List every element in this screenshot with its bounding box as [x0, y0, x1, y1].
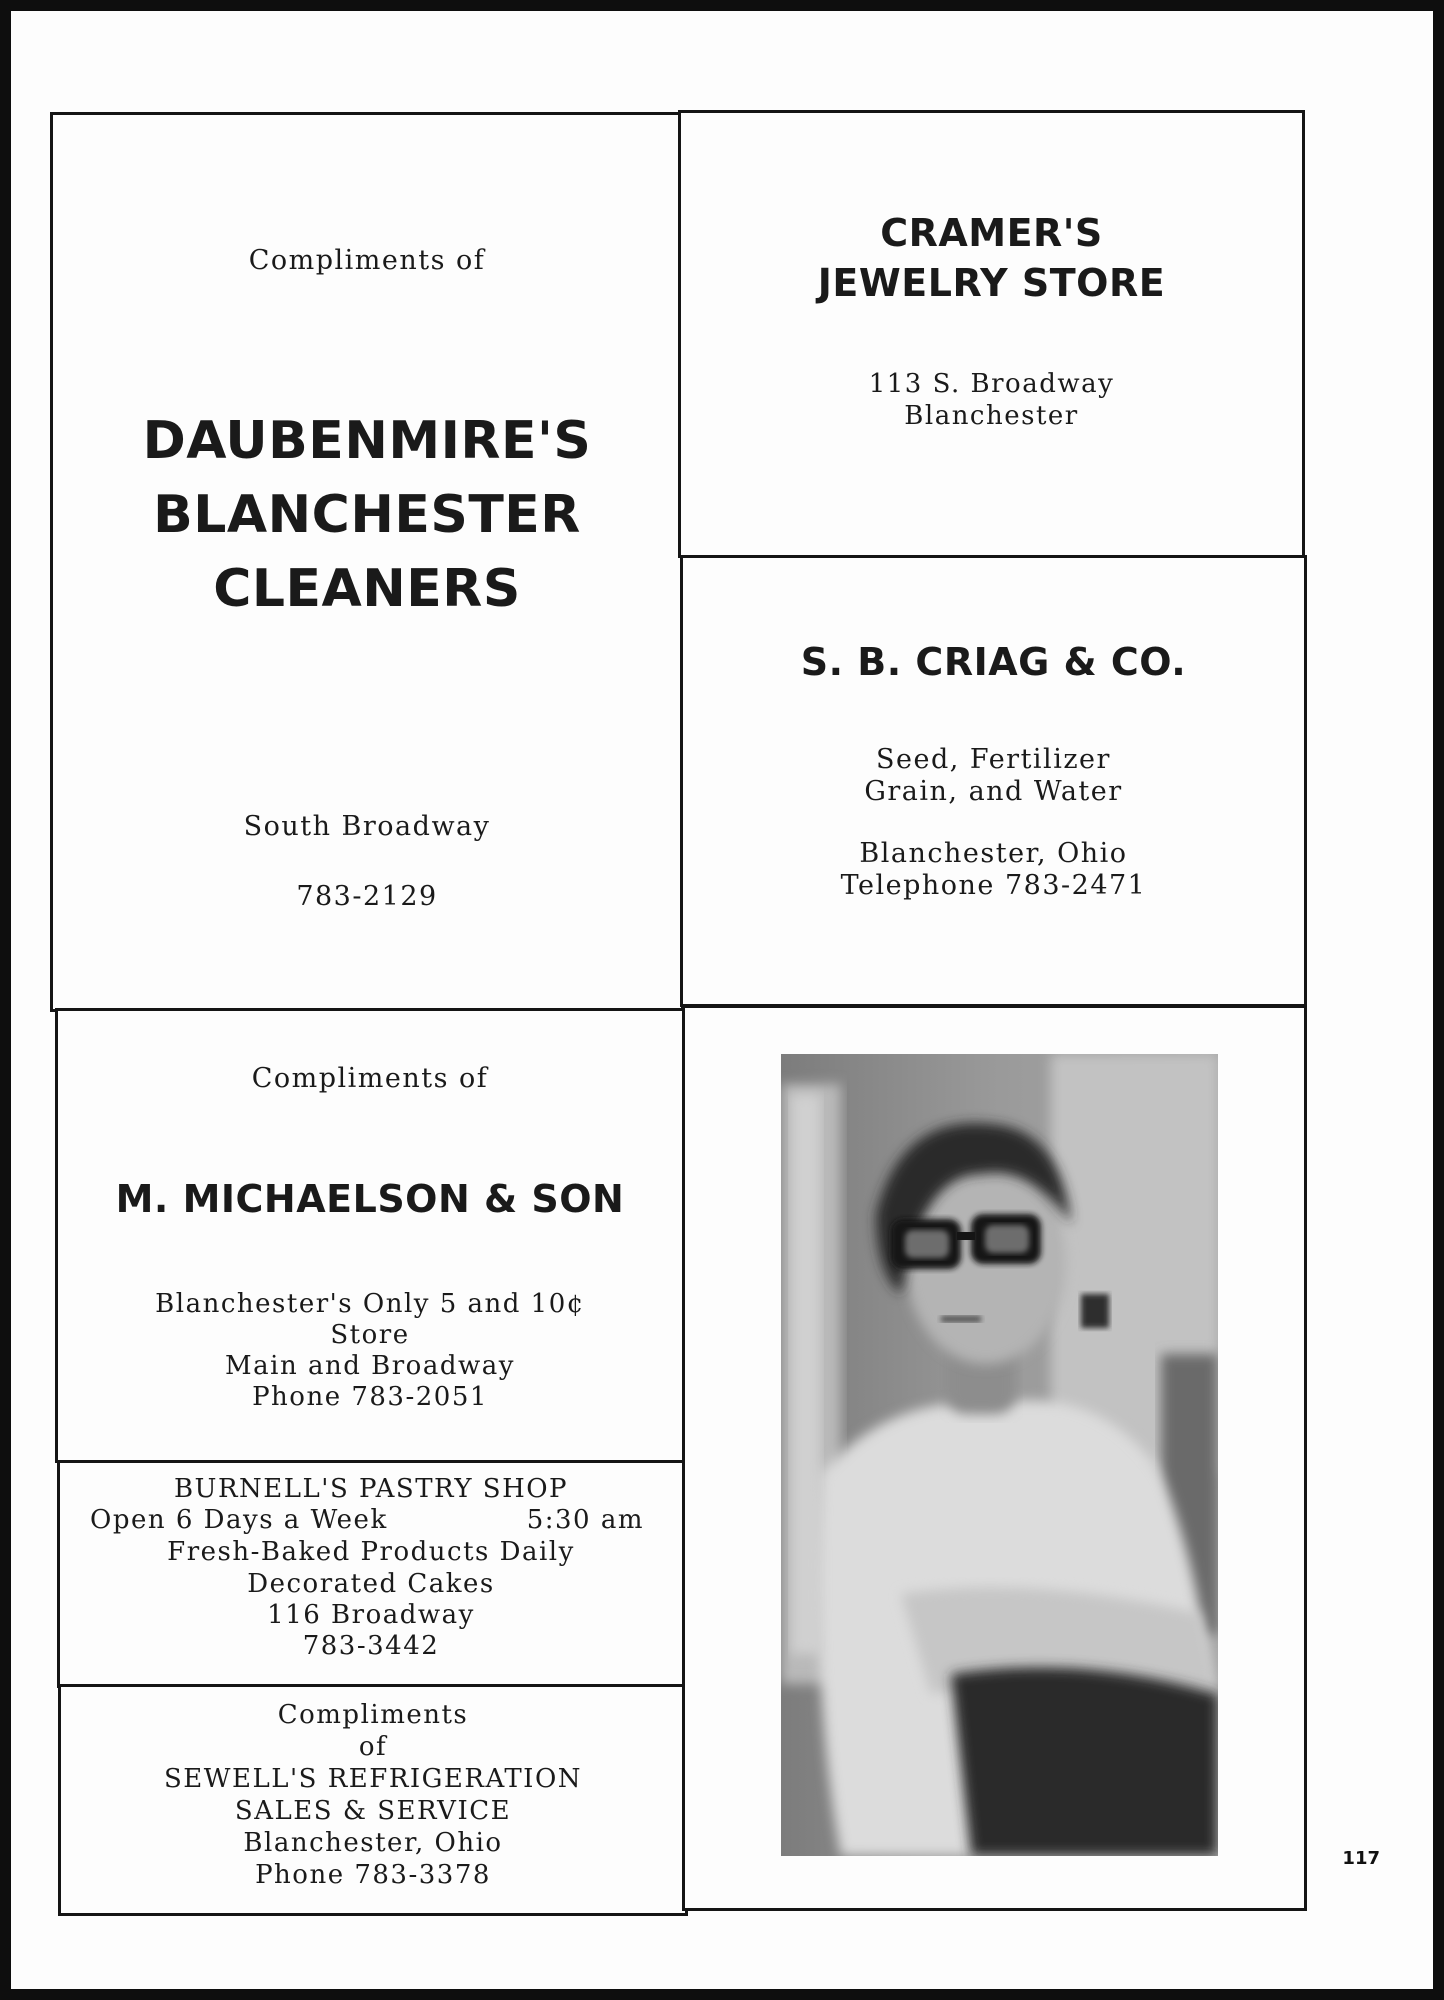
burnell-name: BURNELL'S PASTRY SHOP [173, 1474, 569, 1504]
burnell-detail-line-1: Fresh-Baked Products Daily [167, 1537, 575, 1567]
daubenmire-ad [50, 112, 684, 1012]
page-number: 117 [1342, 1848, 1380, 1869]
criag-name: S. B. CRIAG & CO. [800, 640, 1187, 684]
michaelson-detail-line-3: Main and Broadway [225, 1351, 515, 1381]
michaelson-ad [55, 1008, 685, 1463]
burnell-hours-right: 5:30 am [526, 1505, 644, 1535]
burnell-detail-line-3: 116 Broadway [267, 1600, 475, 1630]
criag-ad [680, 555, 1307, 1007]
daubenmire-address: South Broadway [243, 811, 491, 842]
sewell-ad [58, 1684, 688, 1916]
sewell-line-3: SEWELL'S REFRIGERATION [163, 1764, 583, 1794]
person-photo [781, 1054, 1218, 1856]
burnell-detail-line-2: Decorated Cakes [247, 1569, 495, 1599]
photo-box [682, 1005, 1307, 1911]
daubenmire-name-line-2: BLANCHESTER [153, 485, 581, 545]
michaelson-detail-line-2: Store [330, 1320, 410, 1350]
burnell-hours-left: Open 6 Days a Week [90, 1505, 388, 1535]
cramer-name-line-2: JEWELRY STORE [817, 261, 1166, 305]
cramer-ad [678, 110, 1305, 558]
cramer-address-line-2: Blanchester [904, 401, 1079, 431]
cramer-name-line-1: CRAMER'S [880, 211, 1103, 255]
cramer-address-line-1: 113 S. Broadway [868, 369, 1115, 399]
sewell-line-2: of [358, 1732, 388, 1762]
burnell-ad [57, 1460, 685, 1688]
burnell-detail-line-4: 783-3442 [302, 1631, 440, 1661]
sewell-line-5: Blanchester, Ohio [243, 1828, 503, 1858]
daubenmire-name-line-1: DAUBENMIRE'S [142, 411, 592, 471]
daubenmire-name-line-3: CLEANERS [213, 559, 521, 619]
criag-desc-line-2: Grain, and Water [864, 776, 1123, 807]
criag-contact-line-1: Blanchester, Ohio [859, 838, 1128, 869]
criag-desc-line-1: Seed, Fertilizer [876, 744, 1111, 775]
michaelson-detail-line-1: Blanchester's Only 5 and 10¢ [155, 1289, 585, 1319]
sewell-line-4: SALES & SERVICE [234, 1796, 512, 1826]
michaelson-detail-line-4: Phone 783-2051 [252, 1382, 488, 1412]
daubenmire-phone: 783-2129 [296, 881, 438, 912]
daubenmire-compliments: Compliments of [248, 245, 486, 276]
criag-contact-line-2: Telephone 783-2471 [840, 870, 1147, 901]
sewell-line-6: Phone 783-3378 [255, 1860, 491, 1890]
michaelson-compliments: Compliments of [251, 1063, 489, 1094]
sewell-line-1: Compliments [277, 1700, 469, 1730]
michaelson-name: M. MICHAELSON & SON [115, 1177, 625, 1221]
